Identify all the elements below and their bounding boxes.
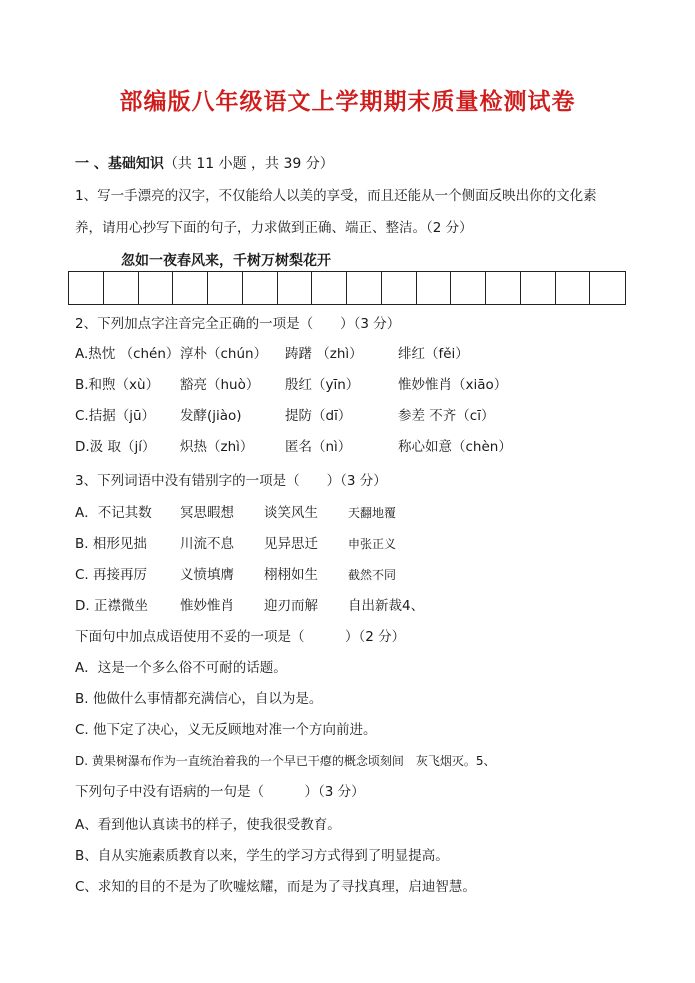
q2-stem: 2、下列加点字注音完全正确的一项是（ ）（3 分） <box>75 316 401 332</box>
q3-stem: 3、下列词语中没有错别字的一项是（ ）（3 分） <box>75 473 387 489</box>
grid-cell[interactable] <box>243 272 278 304</box>
section-heading <box>75 155 334 173</box>
writing-grid[interactable] <box>68 271 626 305</box>
grid-cell[interactable] <box>208 272 243 304</box>
q5-option-b: B、自从实施素质教育以来，学生的学习方式得到了明显提高。 <box>75 848 449 864</box>
section-meta: （共 11 小题 ，共 39 分） <box>163 156 334 172</box>
page-title: 部编版八年级语文上学期期末质量检测试卷 <box>119 88 576 115</box>
q4-option-a: A．这是一个多么俗不可耐的话题。 <box>75 660 287 676</box>
q4-stem: 下面句中加点成语使用不妥的一项是（ ）（2 分） <box>75 629 406 645</box>
q5-stem: 下列句子中没有语病的一句是（ ）（3 分） <box>75 784 365 800</box>
grid-cell[interactable] <box>347 272 382 304</box>
section-title: 一 、基础知识 <box>75 156 164 172</box>
grid-cell[interactable] <box>556 272 591 304</box>
q4-option-d: D. 黄果树瀑布作为一直统治着我的一个早已干瘪的概念顷刻间 灰飞烟灭。5、 <box>75 754 496 768</box>
q1-text-line2: 养，请用心抄写下面的句子，力求做到正确、端正、整洁。（2 分） <box>75 220 473 236</box>
grid-cell[interactable] <box>417 272 452 304</box>
grid-cell[interactable] <box>69 272 104 304</box>
grid-cell[interactable] <box>104 272 139 304</box>
q5-option-a: A、看到他认真读书的样子，使我很受教育。 <box>75 817 341 833</box>
grid-cell[interactable] <box>451 272 486 304</box>
grid-cell[interactable] <box>382 272 417 304</box>
grid-cell[interactable] <box>173 272 208 304</box>
grid-cell[interactable] <box>521 272 556 304</box>
q5-option-c: C、求知的目的不是为了吹嘘炫耀，而是为了寻找真理，启迪智慧。 <box>75 879 476 895</box>
grid-cell[interactable] <box>139 272 174 304</box>
grid-cell[interactable] <box>486 272 521 304</box>
q4-option-b: B. 他做什么事情都充满信心，自以为是。 <box>75 691 323 707</box>
model-sentence: 忽如一夜春风来，千树万树梨花开 <box>121 253 331 269</box>
q4-option-c: C. 他下定了决心，义无反顾地对准一个方向前进。 <box>75 722 377 738</box>
grid-cell[interactable] <box>278 272 313 304</box>
grid-cell[interactable] <box>590 272 625 304</box>
grid-cell[interactable] <box>312 272 347 304</box>
q1-text-line1: 1、写一手漂亮的汉字，不仅能给人以美的享受，而且还能从一个侧面反映出你的文化素 <box>75 188 597 204</box>
